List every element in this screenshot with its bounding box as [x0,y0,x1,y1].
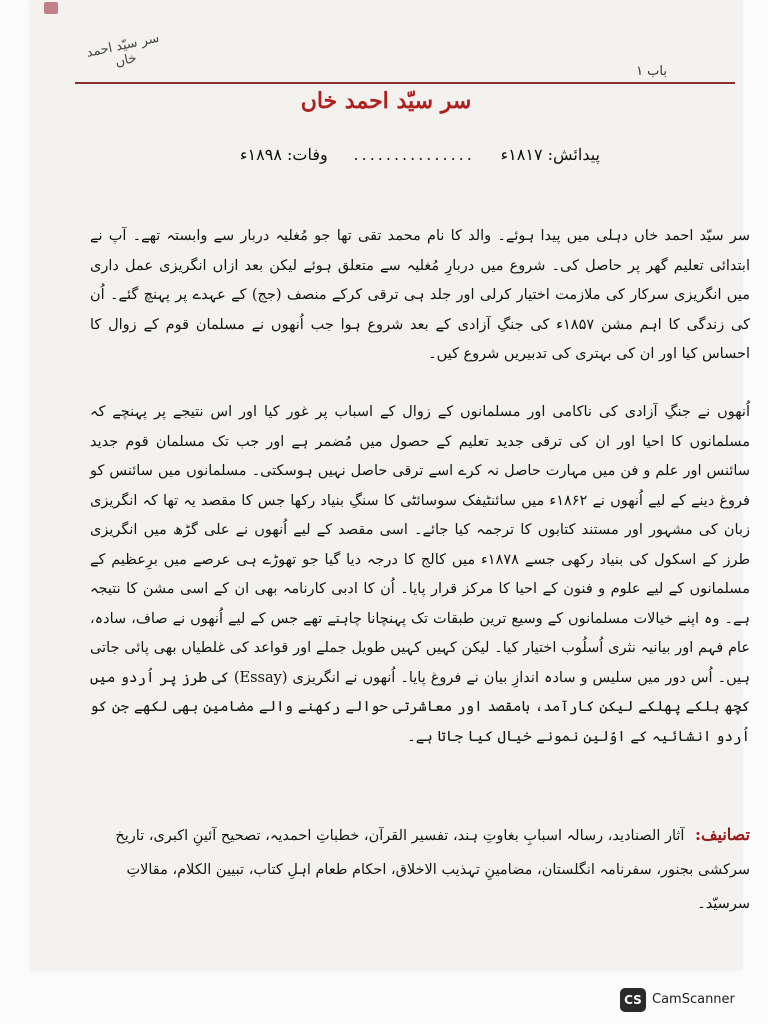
works-section [70,818,750,921]
dots-separator: ............... [353,145,475,164]
camscanner-logo-icon: CS [620,988,646,1012]
chapter-label: باب ۱ [636,64,667,79]
dates-line [240,145,600,164]
camscanner-watermark: CamScanner [652,992,735,1007]
birth-date: پیدائش: ۱۸۱۷ء [500,145,600,164]
paragraph-1: سر سیّد احمد خاں دہلی میں پیدا ہوئے۔ والد کا نام محمد تقی تھا جو مُغلیہ دربار سے وابستہ تھے۔ آپ نے ابتدائی تعلیم گھر پر حاصل کی۔ شروع میں دربارِ مُغلیہ سے متعلق ہوئے لیکن بعد ازاں انگریزی عمل داری میں انگریزی سرکار کی ملازمت اختیار کرلی اور جلد ہی ترقی کرکے منصف (جج) کے عہدے پر پہنچ گئے۔ اُن کی زندگی کا اہم مشن ۱۸۵۷ء کی جنگِ آزادی کے بعد شروع ہوا جب اُنھوں نے مسلمان قوم کے زوال کا احساس کیا اور ان کی بہتری کی تدبیریں شروع کیں۔ [90,228,750,362]
running-header: سر سیّد احمد خاں [85,30,161,71]
works-list: آثار الصنادید، رسالہ اسبابِ بغاوتِ ہند، تفسیر القرآن، خطباتِ احمدیہ، تصحیح آئینِ اکبری، تاریخ سرکشی بجنور، سفرنامہ انگلستان، مضامینِ تہذیب الاخلاق، احکام طعام اہلِ کتاب، تبیین الکلام، مقالاتِ سرسیّد۔ [115,828,750,912]
paragraph-2: اُنھوں نے جنگِ آزادی کی ناکامی اور مسلمانوں کے زوال کے اسباب پر غور کیا اور اس نتیجے پر پہنچے کہ مسلمانوں کا احیا اور ان کی ترقی جدید تعلیم کے حصول میں مُضمر ہے اور جب تک مسلمان قوم جدید سائنس اور علم و فن میں مہارت حاصل نہ کرے اسے ترقی حاصل نہیں ہوسکتی۔ مسلمانوں میں سائنس کو فروغ دینے کے لیے اُنھوں نے ۱۸۶۲ء میں سائنٹیفک سوسائٹی کا سنگِ بنیاد رکھا جس کا مقصد یہ تھا کہ انگریزی زبان کی مشہور اور مستند کتابوں کا ترجمہ کیا جائے۔ اسی مقصد کے لیے اُنھوں نے علی گڑھ میں انگریزی طرز کے اسکول کی بنیاد رکھی جسے ۱۸۷۸ء میں کالج کا درجہ دیا گیا جو تھوڑے ہی عرصے میں برِعظیم کے مسلمانوں کے لیے علوم و فنون کے احیا کا مرکز قرار پایا۔ اُن کا ادبی کارنامہ بھی ان کے اسی مشن کا نتیجہ ہے۔ وہ اپنے خیالات مسلمانوں کے وسیع ترین طبقات تک پہنچانا چاہتے تھے جس کے لیے اُنھوں نے صاف، سادہ، عام فہم اور بیانیہ نثری اُسلُوب اختیار کیا۔ لیکن کہیں کہیں طویل جملے اور قواعد کی غلطیاں بھی پائی جاتی ہیں۔ اُس دور میں سلیس و سادہ اندازِ بیان نے فروغ پایا۔ اُنھوں نے انگریزی (Essay) کی طرز پر اُردو میں کچھ ہلکے پھلکے لیکن کارآمد، بامقصد اور معاشرتی حوالے رکھنے والے مضامین بھی لکھے جن کو اُردو انشائیہ کے اوّلین نمونے خیال کیا جاتا ہے۔ [90,404,750,745]
scanned-page [30,0,750,970]
page-title: سر سیّد احمد خاں [300,88,472,114]
works-label: تصانیف: [695,825,750,844]
pin-mark [44,2,58,14]
death-date: وفات: ۱۸۹۸ء [240,145,328,164]
header-rule [75,82,735,84]
